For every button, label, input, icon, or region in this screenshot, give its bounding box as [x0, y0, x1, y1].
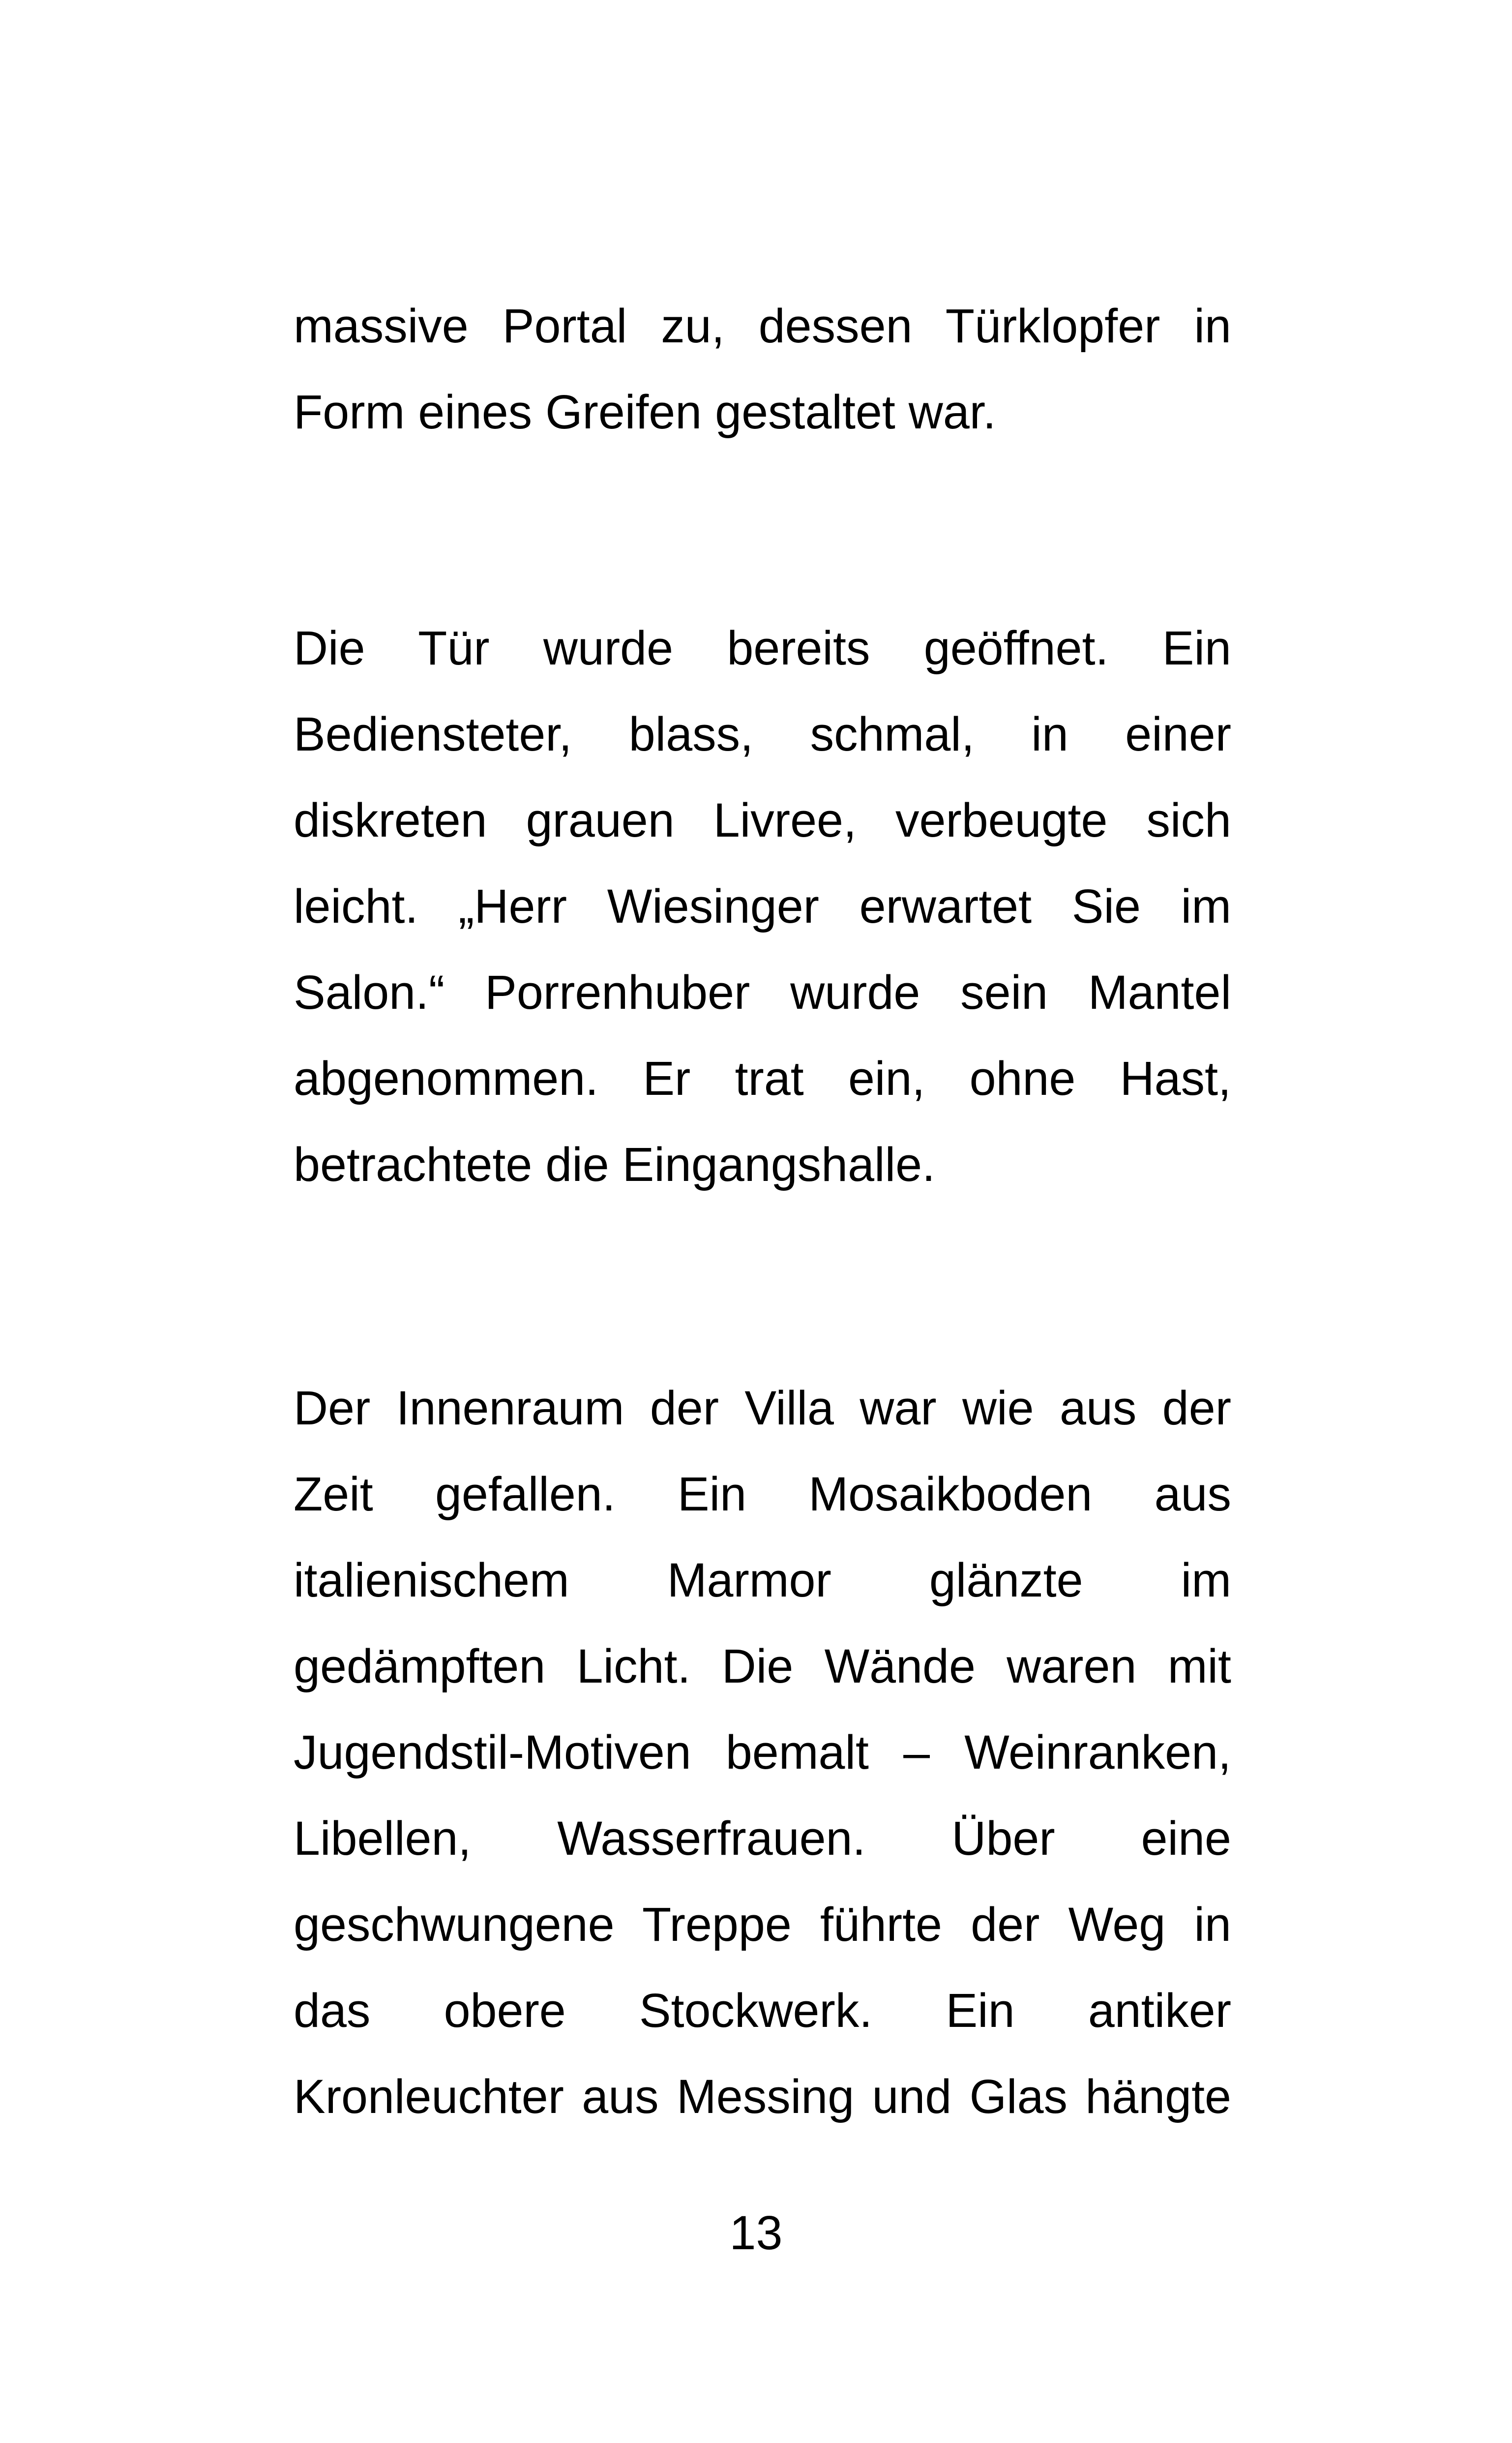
text-line: Kronleuchter aus Messing und Glas hängte — [294, 2070, 1231, 2123]
text-line: Zeit gefallen. Ein Mosaikboden aus — [294, 1467, 1231, 1521]
text-line: italienischem Marmor glänzte im — [294, 1553, 1231, 1607]
text-line: Jugendstil-Motiven bemalt – Weinranken, — [294, 1725, 1231, 1779]
text-line: gedämpften Licht. Die Wände waren mit — [294, 1639, 1231, 1693]
text-line: geschwungene Treppe führte der Weg in — [294, 1898, 1231, 1951]
text-line: Form eines Greifen gestaltet war. — [294, 385, 996, 439]
text-line: betrachtete die Eingangshalle. — [294, 1138, 936, 1191]
text-line: Libellen, Wasserfrauen. Über eine — [294, 1811, 1231, 1865]
text-line: diskreten grauen Livree, verbeugte sich — [294, 793, 1231, 847]
text-line: das obere Stockwerk. Ein antiker — [294, 1984, 1231, 2037]
text-line: leicht. „Herr Wiesinger erwartet Sie im — [294, 879, 1231, 933]
text-line: Bediensteter, blass, schmal, in einer — [294, 707, 1231, 761]
text-line: massive Portal zu, dessen Türklopfer in — [294, 299, 1231, 353]
page-number: 13 — [729, 2206, 783, 2260]
text-line: abgenommen. Er trat ein, ohne Hast, — [294, 1052, 1231, 1105]
paragraph-1 — [294, 283, 1231, 455]
text-line: Salon.“ Porrenhuber wurde sein Mantel — [294, 965, 1231, 1019]
paragraph-3 — [294, 1365, 1231, 2140]
text-line: Der Innenraum der Villa war wie aus der — [294, 1381, 1231, 1435]
text-line: Die Tür wurde bereits geöffnet. Ein — [294, 621, 1231, 675]
paragraph-2 — [294, 605, 1231, 1207]
